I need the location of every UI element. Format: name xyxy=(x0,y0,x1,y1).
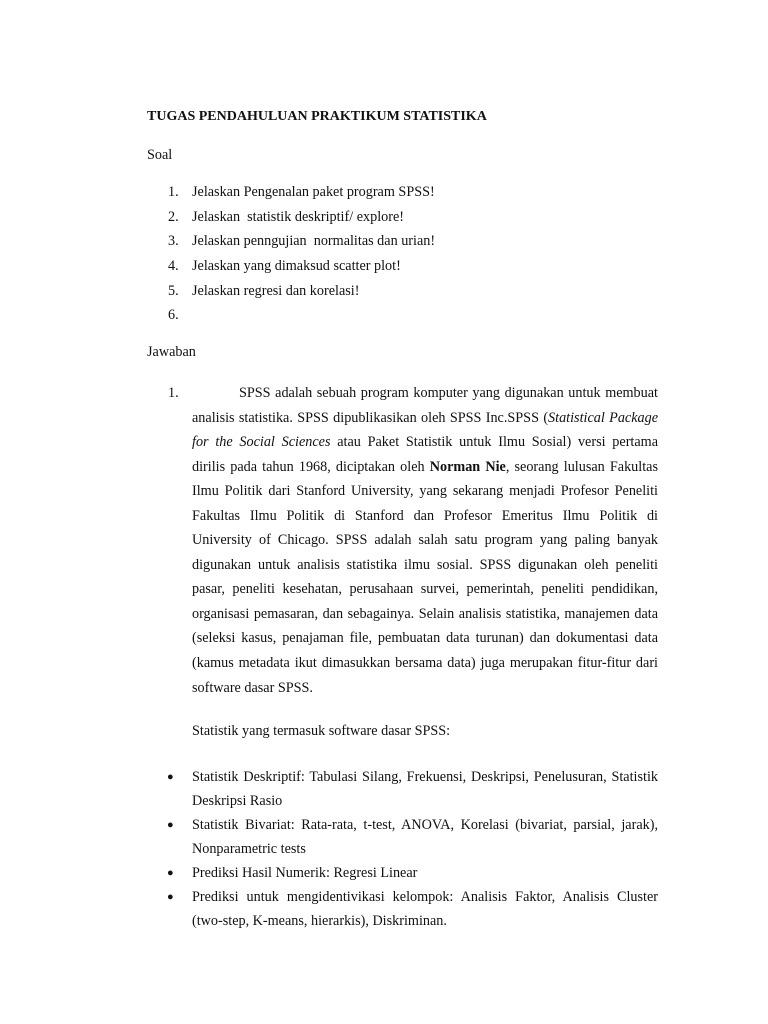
question-number: 6. xyxy=(168,307,179,324)
bullet-line: (two-step, K-means, hierarkis), Diskriminan. xyxy=(192,913,447,929)
answer-line: organisasi pemasaran, dan sebagainya. Selain analisis statistika, manajemen data xyxy=(192,605,658,622)
answer-text: dirilis pada tahun 1968, diciptakan oleh xyxy=(192,458,430,475)
question-number: 3. xyxy=(168,233,179,250)
question-list xyxy=(147,184,667,332)
answer-line: pasar, peneliti kesehatan, perusahaan survei, pemerintah, peneliti pendidikan, xyxy=(192,581,658,598)
answer-text: analisis statistika. SPSS dipublikasikan oleh SPSS Inc.SPSS ( xyxy=(192,409,549,426)
answer-line: University of Chicago. SPSS adalah salah satu program yang paling banyak xyxy=(192,532,658,549)
answer-text: atau Paket Statistik untuk Ilmu Sosial) versi pertama xyxy=(330,434,658,451)
bullet-icon: ● xyxy=(167,819,174,831)
bullet-item xyxy=(163,885,658,933)
answer-italic-text: Statistical Package xyxy=(548,409,658,426)
answer-line: (seleksi kasus, penajaman file, pembuatan data turunan) dan dokumentasi data xyxy=(192,630,658,647)
question-number: 1. xyxy=(168,184,179,200)
question-text: Jelaskan yang dimaksud scatter plot! xyxy=(192,258,401,275)
answer-line xyxy=(192,434,658,459)
bullet-line: Statistik Deskriptif: Tabulasi Silang, Frekuensi, Deskripsi, Penelusuran, Statistik xyxy=(192,769,658,785)
bullet-line: Statistik Bivariat: Rata-rata, t-test, ANOVA, Korelasi (bivariat, parsial, jarak), xyxy=(192,817,658,833)
question-item xyxy=(147,258,667,283)
answer-line: digunakan untuk analisis statistika ilmu sosial. SPSS digunakan oleh peneliti xyxy=(192,556,658,573)
question-text: Jelaskan regresi dan korelasi! xyxy=(192,282,360,299)
question-number: 4. xyxy=(168,258,179,275)
question-item xyxy=(147,233,667,258)
question-text: Jelaskan statistik deskriptif/ explore! xyxy=(192,208,404,225)
bullet-line: Nonparametric tests xyxy=(192,841,306,857)
bullet-item xyxy=(163,813,658,861)
answer-line: SPSS adalah sebuah program komputer yang digunakan untuk membuat xyxy=(239,385,658,401)
stat-heading: Statistik yang termasuk software dasar SPSS: xyxy=(192,723,451,739)
bullet-line: Prediksi untuk mengidentivikasi kelompok: Analisis Faktor, Analisis Cluster xyxy=(192,889,658,905)
question-number: 5. xyxy=(168,282,179,299)
bullet-icon: ● xyxy=(167,771,174,783)
question-item xyxy=(147,209,667,234)
question-item xyxy=(147,184,667,209)
bullet-item xyxy=(163,765,658,813)
answer-line: Ilmu Politik dari Stanford University, yang sekarang menjadi Profesor Peneliti xyxy=(192,483,658,500)
question-text: Jelaskan penngujian normalitas dan urian! xyxy=(192,233,436,250)
answer-italic-text: for the Social Sciences xyxy=(192,434,331,451)
bullet-item xyxy=(163,861,658,885)
bullet-list xyxy=(163,765,658,933)
bullet-icon: ● xyxy=(167,867,174,879)
answer-bold-text: Norman Nie xyxy=(429,458,506,475)
question-item xyxy=(147,307,667,332)
jawaban-label: Jawaban xyxy=(147,344,196,360)
bullet-line: Prediksi Hasil Numerik: Regresi Linear xyxy=(192,865,418,881)
answer-line xyxy=(192,459,658,484)
answer-number: 1. xyxy=(168,385,179,401)
answer-line xyxy=(192,410,658,435)
soal-label: Soal xyxy=(147,147,173,163)
answer-line: Fakultas Ilmu Politik di Stanford dan Profesor Emeritus Ilmu Politik di xyxy=(192,507,658,524)
answer-paragraph xyxy=(192,385,658,704)
answer-line: (kamus metadata ikut dimasukkan bersama data) juga merupakan fitur-fitur dari xyxy=(192,655,658,672)
question-text: Jelaskan Pengenalan paket program SPSS! xyxy=(192,184,435,200)
question-item xyxy=(147,283,667,308)
document-title: TUGAS PENDAHULUAN PRAKTIKUM STATISTIKA xyxy=(147,109,487,124)
bullet-line: Deskripsi Rasio xyxy=(192,793,283,809)
answer-text: , seorang lulusan Fakultas xyxy=(505,458,658,475)
question-number: 2. xyxy=(168,208,179,225)
answer-line: software dasar SPSS. xyxy=(192,679,313,696)
bullet-icon: ● xyxy=(167,891,174,903)
